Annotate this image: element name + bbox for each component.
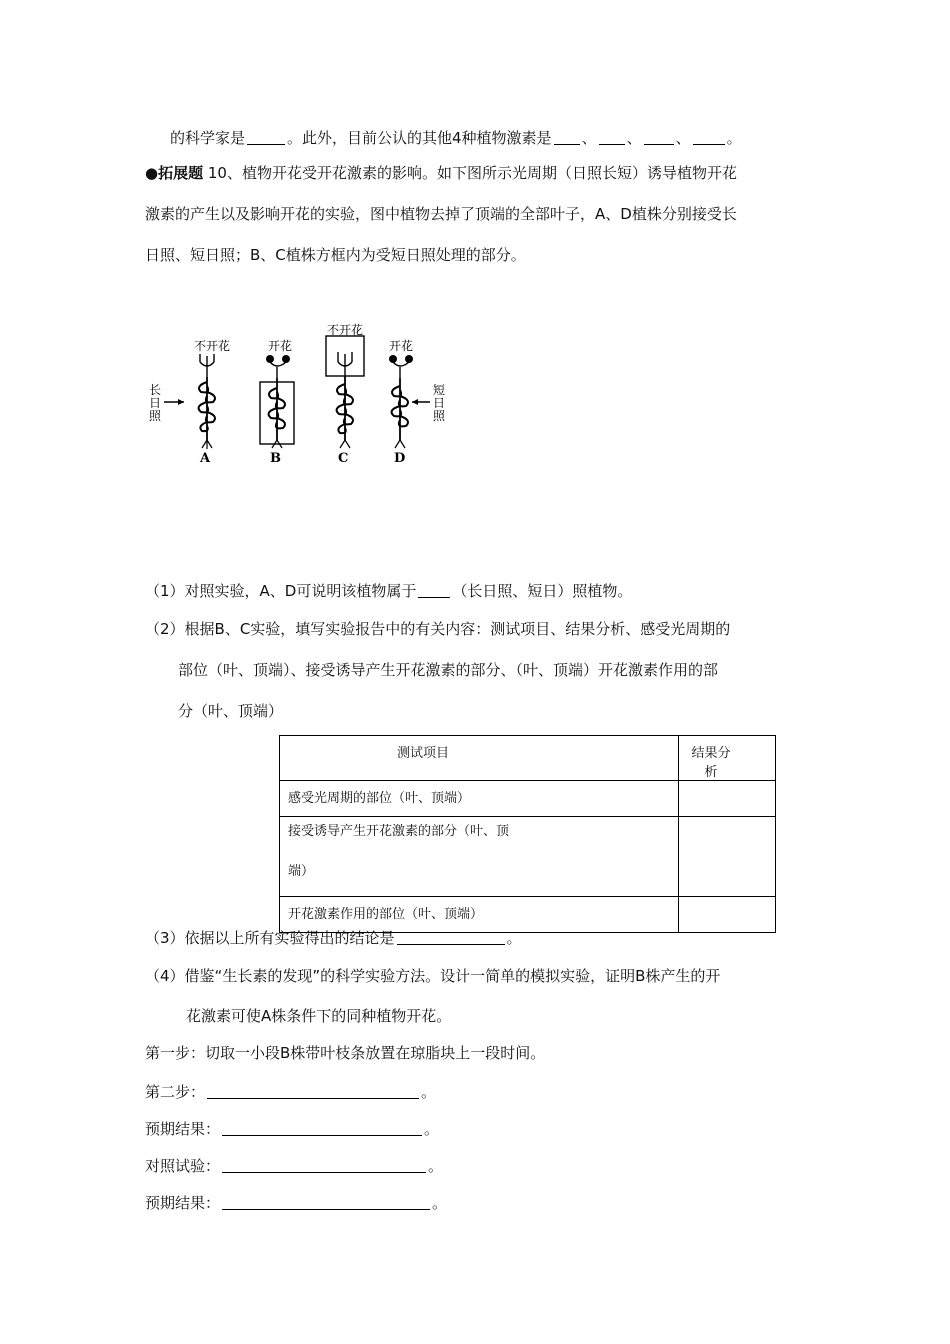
separator: 、 xyxy=(675,129,691,147)
separator: 、 xyxy=(626,129,642,147)
plant-a-label: A xyxy=(200,451,211,466)
plant-d-status: 开花 xyxy=(389,339,414,353)
step-2-label: 第二步： xyxy=(145,1083,206,1101)
question-2-line-1: （2）根据B、C实验，填写实验报告中的有关内容：测试项目、结果分析、感受光周期的 xyxy=(145,620,731,638)
plant-c xyxy=(326,323,364,466)
svg-text:日: 日 xyxy=(149,396,162,410)
step-2 xyxy=(145,1082,436,1102)
header-test-item: 测试项目 xyxy=(280,736,679,781)
intro-line-2: 激素的产生以及影响开花的实验，图中植物去掉了顶端的全部叶子，A、D植株分别接受长 xyxy=(145,205,737,223)
q1-text-end: （长日照、短日）照植物。 xyxy=(452,582,633,600)
period: 。 xyxy=(432,1194,448,1212)
row-action-part: 开花激素作用的部位（叶、顶端） xyxy=(280,897,679,933)
period: 。 xyxy=(726,129,742,147)
period: 。 xyxy=(424,1120,440,1138)
q3-text: （3）依据以上所有实验得出的结论是 xyxy=(145,929,395,947)
period: 。 xyxy=(428,1157,444,1175)
step-2-blank xyxy=(207,1083,419,1099)
svg-text:照: 照 xyxy=(149,409,162,423)
question-3 xyxy=(145,928,522,948)
row-induction-text-1: 接受诱导产生开花激素的部分（叶、顶 xyxy=(288,824,510,839)
plant-d-label: D xyxy=(394,451,406,466)
plant-a-status: 不开花 xyxy=(194,339,231,353)
row-action-result[interactable] xyxy=(679,897,776,933)
question-4-line-1: （4）借鉴“生长素的发现”的科学实验方法。设计一简单的模拟实验，证明B株产生的开 xyxy=(145,967,721,985)
row-induction-text-2: 端） xyxy=(288,864,315,879)
intro-line-3: 日照、短日照；B、C植株方框内为受短日照处理的部分。 xyxy=(145,246,526,264)
separator: 、 xyxy=(581,129,597,147)
table-row xyxy=(280,781,776,817)
line-previous-question xyxy=(170,128,742,148)
expected-result-2 xyxy=(145,1193,447,1213)
expected-result-2-label: 预期结果： xyxy=(145,1194,221,1212)
blank-hormone-2 xyxy=(599,129,625,145)
short-day-arrowhead xyxy=(412,399,418,405)
text-other-hormones: 。此外，目前公认的其他4种植物激素是 xyxy=(287,129,552,147)
extension-badge: ●拓展题 xyxy=(145,164,204,182)
plant-d xyxy=(389,339,413,466)
svg-text:照: 照 xyxy=(433,409,446,423)
expected-result-1-label: 预期结果： xyxy=(145,1120,221,1138)
control-experiment-blank xyxy=(222,1157,426,1173)
expected-result-1-blank xyxy=(222,1120,422,1136)
q1-text: （1）对照实验，A、D可说明该植物属于 xyxy=(145,582,417,600)
experiment-report-table xyxy=(279,735,776,933)
svg-text:长: 长 xyxy=(149,383,162,397)
text-scientist: 的科学家是 xyxy=(170,129,246,147)
expected-result-1 xyxy=(145,1119,439,1139)
header-result-analysis: 结果分析 xyxy=(679,736,776,781)
photoperiod-experiment-figure xyxy=(140,322,460,467)
svg-text:短: 短 xyxy=(433,383,446,397)
expected-result-2-blank xyxy=(222,1194,430,1210)
plant-b xyxy=(260,339,294,466)
q3-blank xyxy=(397,929,505,945)
question-2-line-3: 分（叶、顶端） xyxy=(178,702,284,720)
question-1 xyxy=(145,581,632,601)
blank-hormone-4 xyxy=(693,129,725,145)
step-1: 第一步：切取一小段B株带叶枝条放置在琼脂块上一段时间。 xyxy=(145,1044,546,1062)
blank-hormone-3 xyxy=(644,129,674,145)
plant-b-status: 开花 xyxy=(268,339,293,353)
blank-scientist xyxy=(247,129,285,145)
period: 。 xyxy=(506,929,522,947)
long-day-label xyxy=(149,383,162,423)
intro-text-1: 10、植物开花受开花激素的影响。如下图所示光周期（日照长短）诱导植物开花 xyxy=(203,164,737,182)
short-day-label xyxy=(433,383,446,423)
row-photoperiod-part: 感受光周期的部位（叶、顶端） xyxy=(280,781,679,817)
control-experiment xyxy=(145,1156,443,1176)
svg-text:日: 日 xyxy=(433,396,446,410)
q1-blank xyxy=(418,582,450,598)
row-photoperiod-result[interactable] xyxy=(679,781,776,817)
row-induction-part xyxy=(280,817,679,897)
plant-a xyxy=(194,339,230,466)
blank-hormone-1 xyxy=(554,129,580,145)
table-row xyxy=(280,817,776,897)
plant-c-label: C xyxy=(338,451,349,466)
question-2-line-2: 部位（叶、顶端）、接受诱导产生开花激素的部分、（叶、顶端）开花激素作用的部 xyxy=(178,661,719,679)
question-4-line-2: 花激素可使A株条件下的同种植物开花。 xyxy=(186,1007,452,1025)
long-day-arrowhead xyxy=(178,399,184,405)
plant-b-label: B xyxy=(270,451,281,466)
row-induction-result[interactable] xyxy=(679,817,776,897)
table-header-row xyxy=(280,736,776,781)
control-experiment-label: 对照试验： xyxy=(145,1157,221,1175)
intro-line-1 xyxy=(145,163,737,183)
plant-c-status: 不开花 xyxy=(327,323,364,337)
period: 。 xyxy=(421,1083,437,1101)
